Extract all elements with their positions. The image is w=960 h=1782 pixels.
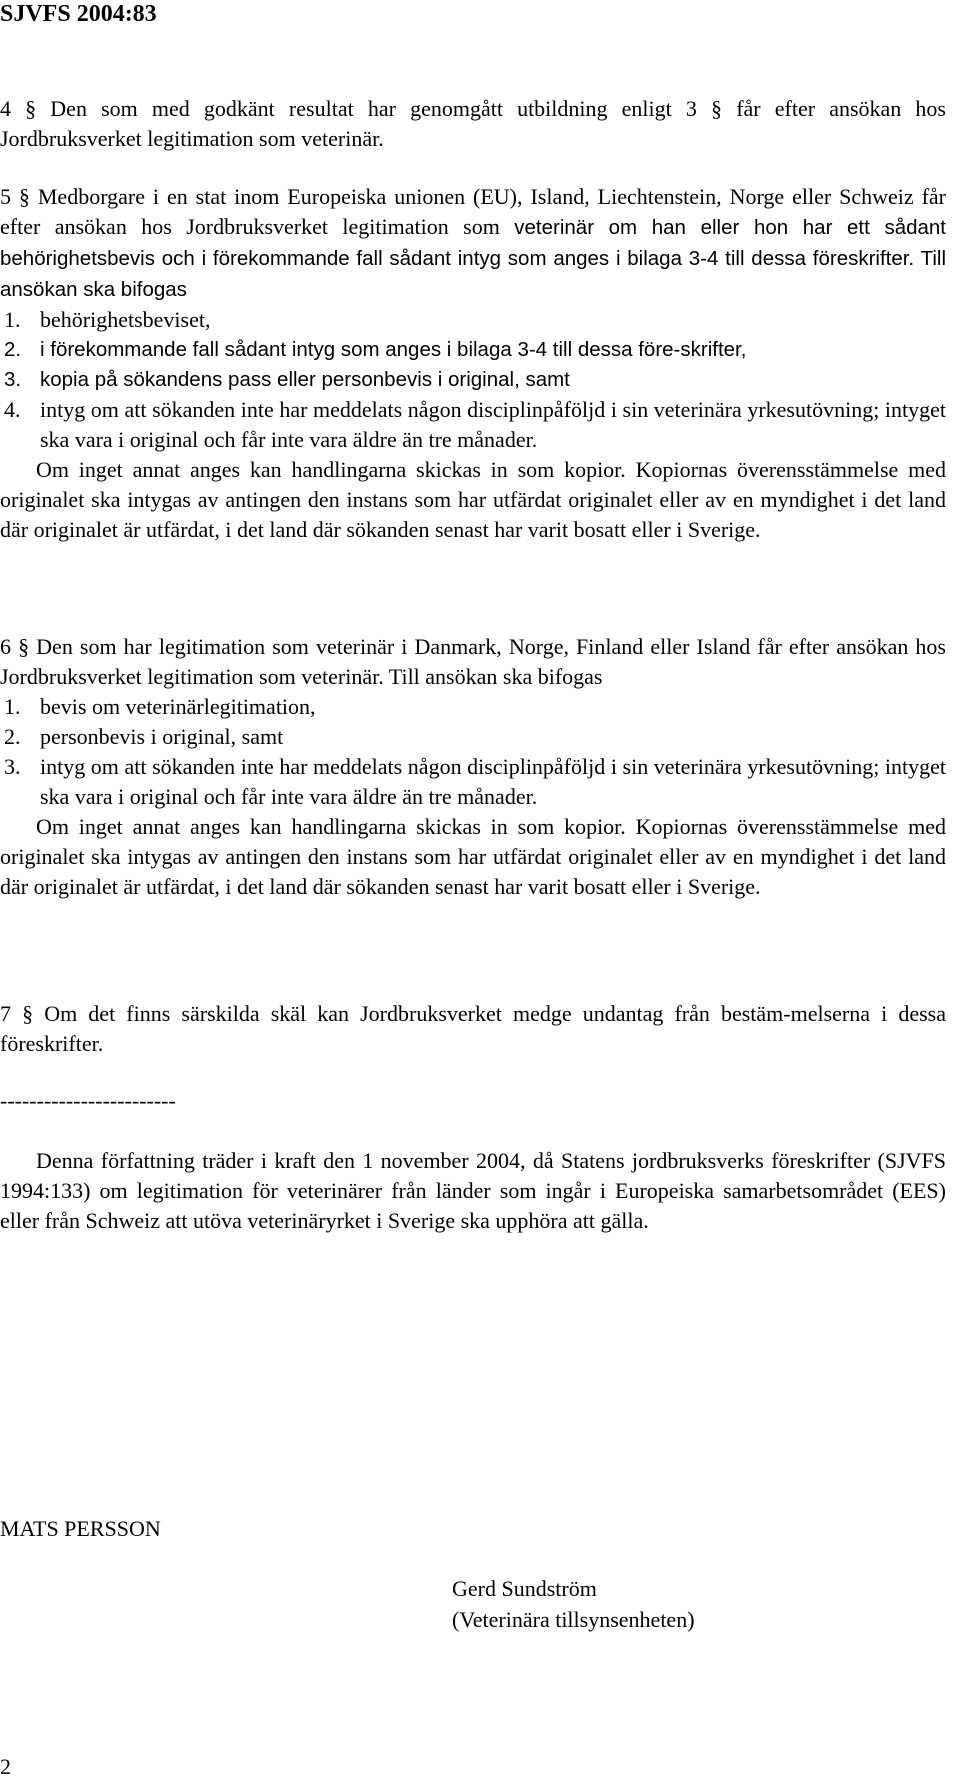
- list-item: [0, 752, 946, 812]
- list-item-text: i förekommande fall sådant intyg som anges i bilaga 3-4 till dessa före-skrifter,: [40, 338, 747, 361]
- signature-secondary-unit: (Veterinära tillsynsenheten): [452, 1607, 695, 1632]
- list-item: [0, 335, 946, 365]
- list-item-text: kopia på sökandens pass eller personbevis i original, samt: [40, 368, 570, 391]
- section-5-intro: [0, 182, 946, 305]
- section-5-closing: Om inget annat anges kan handlingarna skickas in som kopior. Kopiornas överensstämmelse med originalet ska intygas av antingen den instans som har utfärdat originalet eller av en myndighet i det land där originalet är utfärdat, i det land där sökanden senast har varit bosatt eller i Sverige.: [0, 457, 946, 542]
- signature-secondary-name: Gerd Sundström: [452, 1576, 597, 1601]
- list-item-number: 3.: [4, 368, 22, 391]
- page-number: 2: [0, 1754, 11, 1779]
- list-item: [0, 395, 946, 455]
- list-item-text: personbevis i original, samt: [40, 724, 284, 749]
- section-6-intro: 6 § Den som har legitimation som veterinär i Danmark, Norge, Finland eller Island får efter ansökan hos Jordbruksverket legitimation som veterinär. Till ansökan ska bifogas: [0, 634, 946, 689]
- list-item-number: 1.: [4, 694, 21, 719]
- document-header: SJVFS 2004:83: [0, 1, 157, 27]
- list-item-text: behörighetsbeviset,: [40, 307, 211, 332]
- section-7: [0, 999, 946, 1059]
- section-5-intro-serif: 5 § Medborgare i en stat inom Europeiska unionen (EU), Island, Liechtenstein, Norge eller Schweiz får efter ansökan hos Jordbruksverket legitimation som: [0, 184, 946, 239]
- section-6-closing: Om inget annat anges kan handlingarna skickas in som kopior. Kopiornas överensstämmelse med originalet ska intygas av antingen den instans som har utfärdat originalet eller av en myndighet i det land där originalet är utfärdat, i det land där sökanden senast har varit bosatt eller i Sverige.: [0, 814, 946, 899]
- section-6-list: [0, 692, 946, 812]
- list-item-number: 3.: [4, 754, 21, 779]
- list-item-number: 2.: [4, 724, 21, 749]
- list-item: [0, 365, 946, 395]
- list-item-number: 2.: [4, 338, 22, 361]
- signature-primary: MATS PERSSON: [0, 1516, 161, 1541]
- list-item: [0, 692, 946, 722]
- list-item-number: 1.: [4, 307, 21, 332]
- list-item: [0, 305, 946, 335]
- list-item-number: 4.: [4, 397, 21, 422]
- list-item-text: bevis om veterinärlegitimation,: [40, 694, 316, 719]
- section-5: [0, 182, 946, 545]
- list-item: [0, 722, 946, 752]
- separator-line: ------------------------: [0, 1088, 176, 1113]
- section-4: [0, 94, 946, 154]
- transition-provision: [0, 1146, 946, 1236]
- section-6: [0, 632, 946, 902]
- section-4-text: 4 § Den som med godkänt resultat har genomgått utbildning enligt 3 § får efter ansökan hos Jordbruksverket legitimation som veterinär.: [0, 96, 946, 151]
- list-item-text: intyg om att sökanden inte har meddelats någon disciplinpåföljd i sin veterinära yrkesutövning; intyget ska vara i original och får inte vara äldre än tre månader.: [40, 397, 946, 452]
- list-item-text: intyg om att sökanden inte har meddelats någon disciplinpåföljd i sin veterinära yrkesutövning; intyget ska vara i original och får inte vara äldre än tre månader.: [40, 754, 946, 809]
- section-5-intro-sans: veterinär om han eller hon har ett sådant behörighetsbevis och i förekommande fall sådant intyg som anges i bilaga 3-4 till dessa föreskrifter. Till ansökan ska bifogas: [0, 216, 946, 301]
- section-5-list: [0, 305, 946, 455]
- section-7-text: 7 § Om det finns särskilda skäl kan Jordbruksverket medge undantag från bestäm-melserna i dessa föreskrifter.: [0, 1001, 946, 1056]
- transition-text: Denna författning träder i kraft den 1 november 2004, då Statens jordbruksverks föreskrifter (SJVFS 1994:133) om legitimation för veterinärer från länder som ingår i Europeiska samarbetsområdet (EES) eller från Schweiz att utöva veterinäryrket i Sverige ska upphöra att gälla.: [0, 1148, 946, 1233]
- signature-secondary: [452, 1573, 695, 1635]
